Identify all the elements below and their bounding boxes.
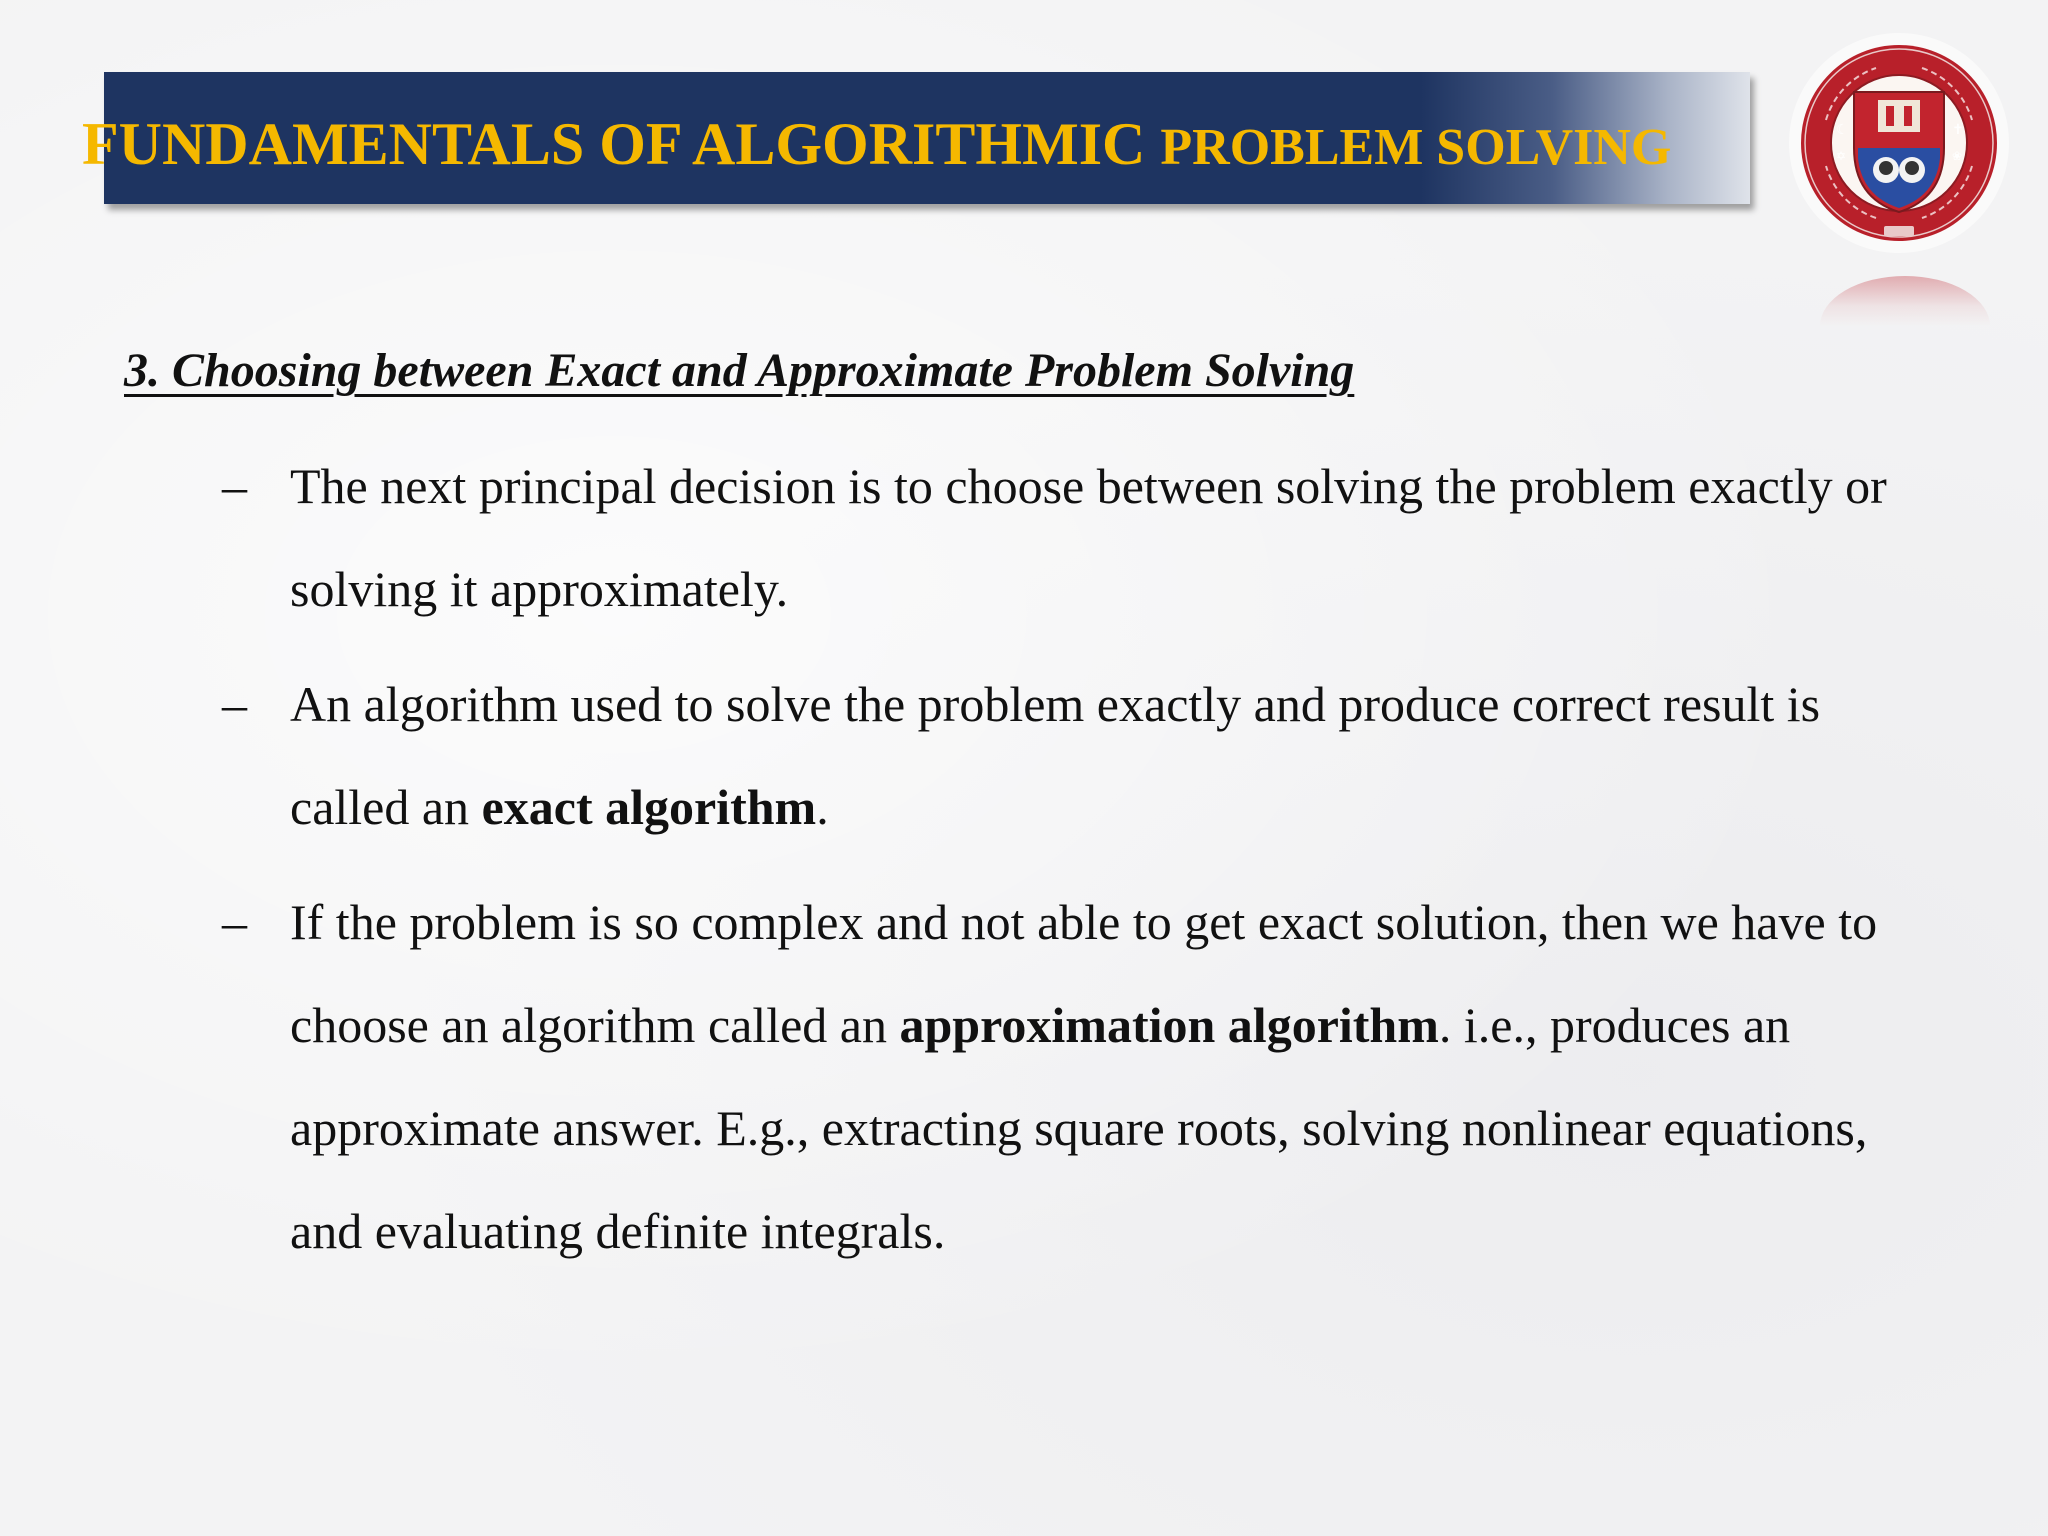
- dash-marker: –: [222, 676, 247, 732]
- bold-term: exact algorithm: [481, 779, 817, 835]
- bullet-text-tail: . i.e., produces an approximate answer. E.g., extracting square roots, solving nonlinear equations, and evaluating definite integrals.: [290, 997, 1868, 1259]
- svg-text:✝: ✝: [1952, 122, 1964, 138]
- dash-marker: –: [222, 894, 247, 950]
- list-item: [222, 435, 1922, 641]
- college-seal-icon: [1786, 30, 2012, 256]
- slide-title-part2: PROBLEM SOLVING: [1160, 119, 1672, 176]
- slide-title-part1: FUNDAMENTALS OF ALGORITHMIC: [82, 111, 1161, 177]
- list-item: [222, 653, 1922, 859]
- bold-term: approximation algorithm: [899, 997, 1439, 1053]
- list-item: [222, 871, 1922, 1283]
- section-heading: 3. Choosing between Exact and Approximate Problem Solving: [124, 344, 1355, 397]
- logo-reflection: [1820, 276, 1990, 326]
- bullet-text: If the problem is so complex and not able to get exact solution, then we have to choose an algorithm called an: [290, 894, 1878, 1053]
- dash-marker: –: [222, 458, 247, 514]
- bullet-text: An algorithm used to solve the problem exactly and produce correct result is called an: [290, 676, 1821, 835]
- slide-title: [82, 104, 1782, 184]
- bullet-text: The next principal decision is to choose between solving the problem exactly or solving it approximately.: [290, 458, 1887, 617]
- svg-text:✡: ✡: [1836, 149, 1847, 163]
- bullet-list: [222, 435, 1922, 1295]
- svg-text:☾: ☾: [1836, 122, 1849, 138]
- svg-text:❀: ❀: [1952, 149, 1963, 163]
- bullet-text-tail: .: [816, 779, 829, 835]
